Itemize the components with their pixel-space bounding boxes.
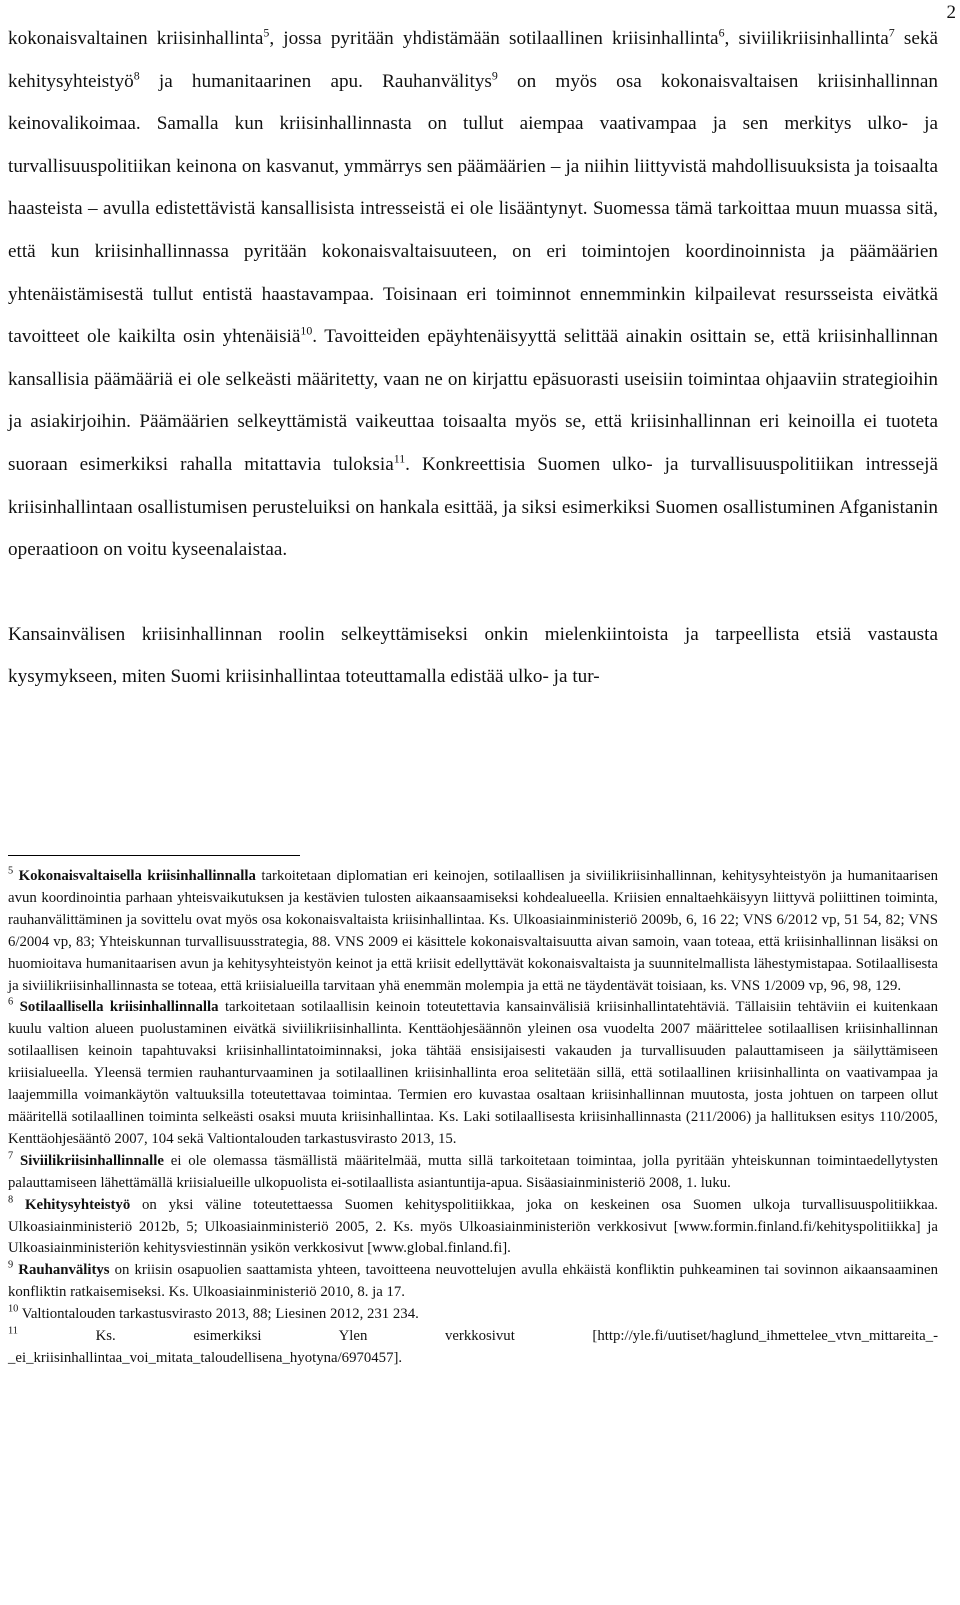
footnote-term: Siviilikriisinhallinnalle [20,1152,164,1169]
footnote-ref-9[interactable]: 9 [491,68,498,83]
footnote-term: Sotilaallisella kriisinhallinnalla [19,999,219,1016]
footnote-11 [8,1326,938,1370]
footnote-text: on kriisin osapuolien saattamista yhteen, tavoitteena neuvottelujen avulla ehkäistä konfliktin puhkeaminen tai sovinnon aikaansaaminen konfliktin ratkaisemiseksi. Ks. Ulkoasiainministeriö 2010, 8. ja 17. [8,1262,939,1301]
footnote-number: 6 [8,997,14,1009]
footnote-10 [8,1304,938,1326]
footnote-term: Kokonaisvaltaisella kriisinhallinnalla [18,868,256,884]
footnote-6 [8,997,938,1150]
footnote-number: 7 [8,1150,14,1162]
footnote-ref-10[interactable]: 10 [300,323,313,338]
text-run: . Konkreettisia Suomen ulko- ja turvallisuuspolitiikan intressejä kriisinhallintaan osallistumisen perusteluiksi on hankala esittää, ja siksi esimerkiksi Suomen osallistuminen Afganistanin operaatioon on voitu kyseenalaistaa. [8,453,938,561]
text-run: kokonaisvaltainen kriisinhallinta [8,28,264,49]
footnote-ref-8[interactable]: 8 [133,68,140,83]
footnotes [8,866,938,1370]
footnote-number: 11 [8,1325,18,1337]
footnote-text: tarkoitetaan sotilaallisin keinoin toteutettavia kansainvälisiä kriisinhallintatehtäviä. Tällaisiin tehtäviin ei kuitenkaan kuulu valtion alueen puolustaminen eivätkä siviilikriisinhallinta. Kenttäohjesäännön yleinen osa vuodelta 2007 määrittelee sotilaallisen kriisinhallinnan sotilaallisen keinoin tapahtuvaksi kriisinhallintatoiminnaksi, joka tähtää ensisijaisesti vakauden ja turvallisuuden palauttamiseen ja säilyttämiseen kriisialueella. Yleensä termien rauhanturvaaminen ja sotilaallinen kriisinhallinta eroa selitetään sillä, että sotilaallinen kriisinhallinta on vaativampaa ja laajemmilla voimankäytön valtuuksilla toteutettavaa toimintaa. Termien ero kuvastaa osaltaan kriisinhallinnan muutosta, josta johtuen on tarpeen ollut määritellä sotilaallinen toiminta selkeästi osaksi muuta kriisinhallintaa. Ks. Laki sotilaallisesta kriisinhallinnasta (211/2006) ja hallituksen esitys 110/2005, Kenttäohjesääntö 2007, 104 sekä Valtiontalouden tarkastusvirasto 2013, 15. [8,999,939,1147]
footnote-separator [8,855,300,856]
text-run: sekä kehitysyhteistyö [8,28,938,92]
footnote-number: 9 [8,1259,14,1271]
footnote-ref-11[interactable]: 11 [393,451,406,466]
footnote-text: Valtiontalouden tarkastusvirasto 2013, 88; Liesinen 2012, 231 234. [18,1306,419,1323]
text-run: , jossa pyritään yhdistämään sotilaallinen kriisinhallinta [269,28,719,49]
footnote-term: Kehitysyhteistyö [25,1196,131,1213]
footnote-text: on yksi väline toteutettaessa Suomen kehityspolitiikkaa, joka on keskeinen osa Suomen ulkoja turvallisuuspolitiikkaa. Ulkoasiainministeriö 2012b, 5; Ulkoasiainministeriö 2005, 2. Ks. myös Ulkoasiainministeriön verkkosivut [www.formin.finland.fi/kehityspolitiikka] ja Ulkoasiainministeriön kehitysviestinnän ysikön verkkosivut [www.global.finland.fi]. [8,1196,938,1257]
text-run: , siviilikriisinhallinta [724,28,889,49]
footnote-text: tarkoitetaan diplomatian eri keinojen, sotilaallisen ja siviilikriisinhallinnan, kehitysyhteistyön ja humanitaarisen avun koordinointia parhaan yhteisvaikutuksen ja kestävien tulosten aikaansaamiseksi kohdealueella. Kriisien ennaltaehkäisyyn liittyvä poliittinen toiminta, rauhanvälittäminen ja sovittelu ovat myös osa kokonaisvaltaista kriisinhallintaa. Ks. Ulkoasiainministeriö 2009b, 6, 16 22; VNS 6/2012 vp, 51 54, 82; VNS 6/2004 vp, 83; Yhteiskunnan turvallisuusstrategia, 88. VNS 2009 ei käsittele kokonaisvaltaisuutta aivan samoin, vaan toteaa, että kriisinhallinnan lisäksi on huomioitava humanitaarisen avun ja kehitysyhteistyön keinot ja että kriisit edellyttävät kokonaisvaltaista ja suunnitelmallista lähestymistapaa. Sotilaallisesta ja siviilikriisinhallinnasta se toteaa, että kriisialueilla tarvitaan yhä enemmän molempia ja että ne täydentävät toisiaan, ks. VNS 1/2009 vp, 96, 98, 129. [8,868,938,994]
footnote-number: 5 [8,865,14,877]
text-run: on myös osa kokonaisvaltaisen kriisinhallinnan keinovalikoimaa. Samalla kun kriisinhallinnasta on tullut aiempaa vaativampaa ja sen merkitys ulko- ja turvallisuuspolitiikan keinona on kasvanut, ymmärrys sen päämäärien – ja niihin liittyvistä mahdollisuuksista ja toisaalta haasteista – avulla edistettävistä kansallisista intresseistä ei ole lisääntynyt. Suomessa tämä tarkoittaa muun muassa sitä, että kun kriisinhallinnassa pyritään kokonaisvaltaisuuteen, on eri toimintojen koordinoinnista ja päämäärien yhtenäistämisestä tullut entistä haastavampaa. Toisinaan eri toiminnot ennemminkin kilpailevat resursseista eivätkä tavoitteet ole kaikilta osin yhtenäisiä [8,70,938,348]
footnote-number: 8 [8,1194,14,1206]
footnote-7 [8,1151,938,1195]
footnote-5 [8,866,938,997]
footnote-text: ei ole olemassa täsmällistä määritelmää, mutta sillä tarkoitetaan toimintaa, jolla pyritään yhteiskunnan toimintaedellytysten palauttamiseen lähettämällä kriisialueille ulkopuolista ei-sotilaallista asiantuntija-apua. Sisäasiainministeriö 2008, 1. luku. [8,1152,938,1191]
footnote-8 [8,1195,938,1261]
body-text [8,18,938,699]
footnote-ref-7[interactable]: 7 [888,25,895,40]
footnote-ref-5[interactable]: 5 [263,25,270,40]
page-number: 2 [946,2,956,23]
paragraph-2: Kansainvälisen kriisinhallinnan roolin selkeyttämiseksi onkin mielenkiintoista ja tarpeellista etsiä vastausta kysymykseen, miten Suomi kriisinhallintaa toteuttamalla edistää ulko- ja tur- [8,623,938,688]
footnote-term: Rauhanvälitys [18,1262,110,1279]
footnote-ref-6[interactable]: 6 [718,25,725,40]
footnote-text: Ks. esimerkiksi Ylen verkkosivut [http://yle.fi/uutiset/haglund_ihmettelee_vtvn_mittareita_-_ei_kriisinhallintaa_voi_mitata_taloudellisena_hyotyna/6970457]. [8,1328,938,1366]
footnote-9 [8,1260,938,1304]
paragraph-1 [8,18,938,572]
footnote-number: 10 [8,1303,19,1315]
text-run: ja humanitaarinen apu. Rauhanvälitys [139,70,492,92]
text-run: . Tavoitteiden epäyhtenäisyyttä selittää ainakin osittain se, että kriisinhallinnan kansallisia päämääriä ei ole selkeästi määritetty, vaan ne on kirjattu epäsuorasti useisiin toimintaa ohjaaviin strategioihin ja asiakirjoihin. Päämäärien selkeyttämistä vaikeuttaa toisaalta myös se, että kriisinhallinnan eri keinoilla ei tuoteta suoraan esimerkiksi rahalla mitattavia tuloksia [8,326,939,475]
